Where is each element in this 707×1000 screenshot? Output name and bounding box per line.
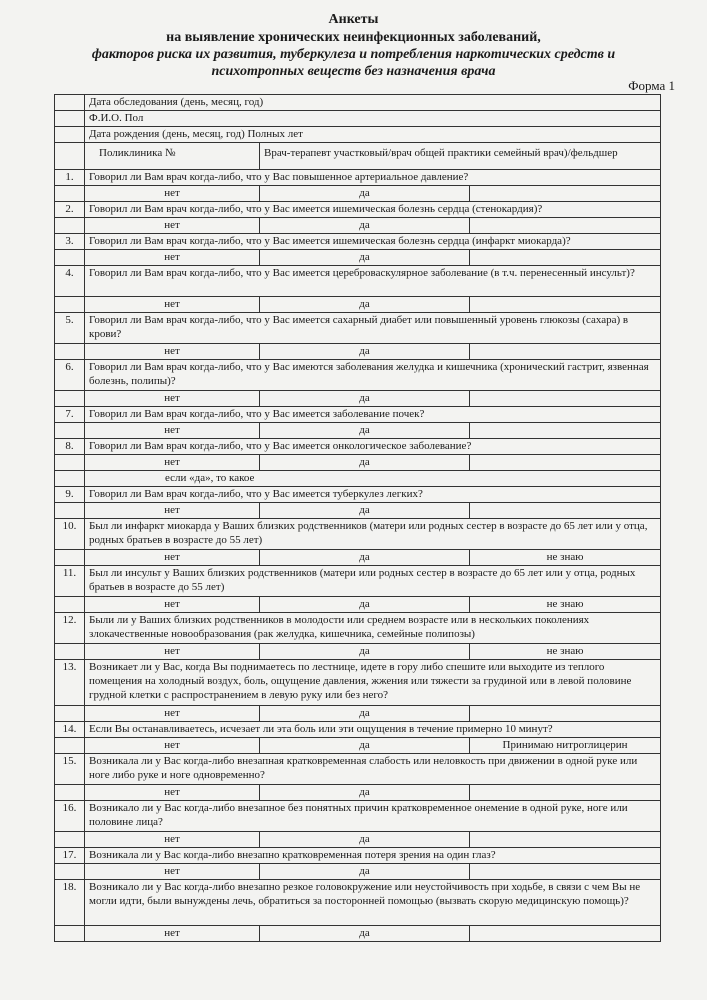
question-text: Возникало ли у Вас когда-либо внезапно резкое головокружение или неустойчивость при ходьбе, в связи с чем Вы не могли идти, были вынуждены лечь, обратиться за посторонней помощью (вызвать скорую медицинскую помощь)? bbox=[85, 880, 661, 926]
answer-yes[interactable]: да bbox=[260, 644, 470, 660]
question-text: Возникало ли у Вас когда-либо внезапное без понятных причин кратковременное онемение в одной руке, ноге или половине лица? bbox=[85, 801, 661, 832]
question-text: Были ли у Ваших близких родственников в молодости или среднем возрасте или в нескольких поколениях злокачественные новообразования (рак желудка, кишечника, семейные полипозы) bbox=[85, 613, 661, 644]
form-subtitle: на выявление хронических неинфекционных заболеваний, bbox=[166, 30, 541, 45]
form-title: Анкеты bbox=[328, 12, 379, 27]
answer-no[interactable]: нет bbox=[85, 597, 260, 613]
form-subtitle-line3: факторов риска их развития, туберкулеза и потребления наркотических средств и bbox=[91, 47, 616, 62]
question-text: Говорил ли Вам врач когда-либо, что у Вас имеется туберкулез легких? bbox=[85, 487, 661, 503]
answer-no[interactable]: нет bbox=[85, 455, 260, 471]
question-text: Говорил ли Вам врач когда-либо, что у Вас повышенное артериальное давление? bbox=[85, 170, 661, 186]
question-text: Возникала ли у Вас когда-либо внезапно кратковременная потеря зрения на один глаз? bbox=[85, 848, 661, 864]
answer-no[interactable]: нет bbox=[85, 186, 260, 202]
question-number: 8. bbox=[55, 439, 85, 455]
question-number: 4. bbox=[55, 266, 85, 297]
question-number: 18. bbox=[55, 880, 85, 926]
answer-no[interactable]: нет bbox=[85, 864, 260, 880]
birth-date-field[interactable]: Дата рождения (день, месяц, год) Полных лет bbox=[85, 127, 661, 143]
question-text: Был ли инфаркт миокарда у Ваших близких родственников (матери или родных сестер в возрасте до 65 лет или у отца, родных братьев в возрасте до 55 лет) bbox=[85, 519, 661, 550]
answer-yes[interactable]: да bbox=[260, 455, 470, 471]
answer-yes[interactable]: да bbox=[260, 597, 470, 613]
answer-no[interactable]: нет bbox=[85, 644, 260, 660]
answer-yes[interactable]: да bbox=[260, 297, 470, 313]
answer-yes[interactable]: да bbox=[260, 864, 470, 880]
question-text: Говорил ли Вам врач когда-либо, что у Вас имеется сахарный диабет или повышенный уровень глюкозы (сахара) в крови? bbox=[85, 313, 661, 344]
question-number: 11. bbox=[55, 566, 85, 597]
question-number: 12. bbox=[55, 613, 85, 644]
question-text: Был ли инсульт у Ваших близких родственников (матери или родных сестер в возрасте до 65 лет или у отца, родных братьев в возрасте до 55 лет) bbox=[85, 566, 661, 597]
question-text: Говорил ли Вам врач когда-либо, что у Вас имеются заболевания желудка и кишечника (хронический гастрит, язвенная болезнь, полипы)? bbox=[85, 360, 661, 391]
question-text: Говорил ли Вам врач когда-либо, что у Вас имеется ишемическая болезнь сердца (стенокардия)? bbox=[85, 202, 661, 218]
question-number: 2. bbox=[55, 202, 85, 218]
answer-yes[interactable]: да bbox=[260, 503, 470, 519]
answer-no[interactable]: нет bbox=[85, 832, 260, 848]
answer-no[interactable]: нет bbox=[85, 218, 260, 234]
answer-no[interactable]: нет bbox=[85, 250, 260, 266]
answer-yes[interactable]: да bbox=[260, 785, 470, 801]
answer-yes[interactable]: да bbox=[260, 926, 470, 942]
question-number: 1. bbox=[55, 170, 85, 186]
answer-yes[interactable]: да bbox=[260, 344, 470, 360]
answer-yes[interactable]: да bbox=[260, 706, 470, 722]
answer-no[interactable]: нет bbox=[85, 550, 260, 566]
question-text: Если Вы останавливаетесь, исчезает ли эта боль или эти ощущения в течение примерно 10 минут? bbox=[85, 722, 661, 738]
answer-no[interactable]: нет bbox=[85, 738, 260, 754]
answer-dont-know[interactable]: не знаю bbox=[470, 550, 661, 566]
answer-yes[interactable]: да bbox=[260, 250, 470, 266]
answer-yes[interactable]: да bbox=[260, 550, 470, 566]
question-number: 13. bbox=[55, 660, 85, 706]
answer-no[interactable]: нет bbox=[85, 503, 260, 519]
answer-no[interactable]: нет bbox=[85, 926, 260, 942]
question-number: 5. bbox=[55, 313, 85, 344]
question-text: Возникала ли у Вас когда-либо внезапная кратковременная слабость или неловкость при движении в одной руке или ноге либо руке и ноге одновременно? bbox=[85, 754, 661, 785]
answer-yes[interactable]: да bbox=[260, 186, 470, 202]
answer-yes[interactable]: да bbox=[260, 218, 470, 234]
answer-dont-know[interactable]: не знаю bbox=[470, 644, 661, 660]
oncology-detail-field[interactable]: если «да», то какое bbox=[85, 471, 661, 487]
answer-no[interactable]: нет bbox=[85, 344, 260, 360]
question-text: Говорил ли Вам врач когда-либо, что у Вас имеется ишемическая болезнь сердца (инфаркт миокарда)? bbox=[85, 234, 661, 250]
answer-no[interactable]: нет bbox=[85, 297, 260, 313]
answer-no[interactable]: нет bbox=[85, 785, 260, 801]
question-text: Возникает ли у Вас, когда Вы поднимаетесь по лестнице, идете в гору либо спешите или выходите из теплого помещения на холодный воздух, боль, ощущение давления, жжения или тяжести за грудиной или в левой половине грудной клетки с распространением в левую руку или без него? bbox=[85, 660, 661, 706]
answer-yes[interactable]: да bbox=[260, 391, 470, 407]
answer-yes[interactable]: да bbox=[260, 832, 470, 848]
question-number: 9. bbox=[55, 487, 85, 503]
questionnaire-table bbox=[54, 94, 661, 942]
answer-yes[interactable]: да bbox=[260, 738, 470, 754]
answer-no[interactable]: нет bbox=[85, 391, 260, 407]
question-number: 15. bbox=[55, 754, 85, 785]
question-number: 16. bbox=[55, 801, 85, 832]
doctor-field[interactable]: Врач-терапевт участковый/врач общей практики семейный врач)/фельдшер bbox=[260, 143, 661, 170]
clinic-field[interactable]: Поликлиника № bbox=[85, 143, 260, 170]
answer-no[interactable]: нет bbox=[85, 423, 260, 439]
question-text: Говорил ли Вам врач когда-либо, что у Вас имеется онкологическое заболевание? bbox=[85, 439, 661, 455]
question-number: 10. bbox=[55, 519, 85, 550]
form-number: Форма 1 bbox=[628, 78, 675, 93]
exam-date-field[interactable]: Дата обследования (день, месяц, год) bbox=[85, 95, 661, 111]
question-text: Говорил ли Вам врач когда-либо, что у Вас имеется заболевание почек? bbox=[85, 407, 661, 423]
answer-dont-know[interactable]: не знаю bbox=[470, 597, 661, 613]
question-text: Говорил ли Вам врач когда-либо, что у Вас имеется цереброваскулярное заболевание (в т.ч. перенесенный инсульт)? bbox=[85, 266, 661, 297]
answer-nitroglycerin[interactable]: Принимаю нитроглицерин bbox=[470, 738, 661, 754]
answer-no[interactable]: нет bbox=[85, 706, 260, 722]
question-number: 3. bbox=[55, 234, 85, 250]
question-number: 7. bbox=[55, 407, 85, 423]
question-number: 17. bbox=[55, 848, 85, 864]
question-number: 6. bbox=[55, 360, 85, 391]
name-sex-field[interactable]: Ф.И.О. Пол bbox=[85, 111, 661, 127]
answer-yes[interactable]: да bbox=[260, 423, 470, 439]
question-number: 14. bbox=[55, 722, 85, 738]
form-subtitle-line4: психотропных веществ без назначения врача bbox=[211, 64, 496, 79]
